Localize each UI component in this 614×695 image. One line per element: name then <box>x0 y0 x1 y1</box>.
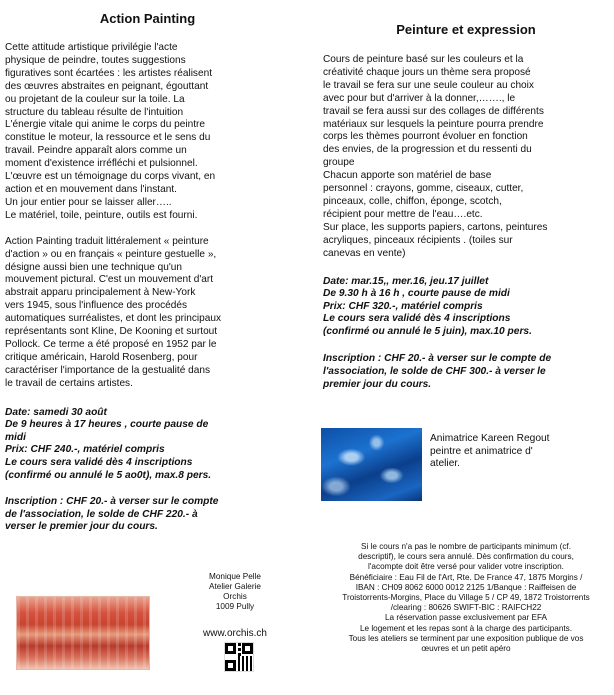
text-line: ou projetant de la couleur sur la toile. La <box>5 93 185 105</box>
contact-line: 1009 Pully <box>215 602 255 611</box>
detail-line: midi <box>5 431 26 443</box>
text-line: Un jour entier pour se laisser aller….. <box>5 196 172 208</box>
text-line: automatiques surréalistes, et dont les principaux <box>5 313 222 325</box>
text-line: récipient pour mettre de l'eau….etc. <box>323 208 483 220</box>
text-line: critique américain, Harold Rosenberg, pour <box>5 351 198 363</box>
action-painting-history <box>0 236 295 391</box>
text-line: pinceaux, colle, chiffon, éponge, scotch, <box>323 195 502 207</box>
text-line: caractériser l'importance de la gestualité dans <box>5 364 211 376</box>
text-line: des envies, de la progression et du ressenti du <box>323 144 532 156</box>
inscription-line: verser le premier jour du cours. <box>5 521 158 533</box>
text-line: L'œuvre est un témoignage du corps vivant, en <box>5 171 216 183</box>
detail-line: Le cours sera validé dès 4 inscriptions <box>323 313 511 325</box>
peinture-expression-title: Peinture et expression <box>396 22 536 37</box>
text-line: moment d'existence irréfléchi et pulsionnel. <box>5 158 198 170</box>
text-line: représentants sont Kline, De Kooning et surtout <box>5 326 218 338</box>
fine-print-line: œuvres et un petit apéro <box>421 644 511 654</box>
detail-line: De 9.30 h à 16 h , courte pause de midi <box>323 288 510 300</box>
fine-print-line: l'acompte doit être versé pour valider votre inscription. <box>368 562 564 572</box>
contact-line: Monique Pelle <box>209 572 261 581</box>
detail-line: (confirmé ou annulé le 5 juin), max.10 pers. <box>323 325 532 337</box>
detail-line: Date: samedi 30 août <box>5 406 107 418</box>
contact-line: Atelier Galerie <box>209 582 261 591</box>
fine-print-line: Tous les ateliers se terminent par une exposition publique de vos <box>348 633 584 643</box>
peinture-expression-details <box>318 276 614 339</box>
qr-code-icon <box>224 642 254 672</box>
animatrice-line: Animatrice Kareen Regout <box>430 433 550 444</box>
animatrice-line: peintre et animatrice d' <box>430 445 533 457</box>
text-line: abstrait apparu principalement à New-York <box>5 287 196 299</box>
action-painting-details <box>0 407 295 483</box>
text-line: Sur place, les supports papiers, cartons, peintures <box>323 221 548 233</box>
text-line: créativité chaque jours un thème sera proposé <box>323 66 531 78</box>
animatrice-credit <box>430 433 549 471</box>
peinture-expression-column <box>318 0 614 391</box>
fine-print-line: /clearing : 80626 SWIFT-BIC : RAIFCH22 <box>390 603 542 613</box>
action-painting-column <box>0 0 295 534</box>
gallery-contact <box>190 572 280 612</box>
text-line: matériaux sur lesquels la peinture pourra prendre <box>323 118 544 130</box>
fine-print-line: Si le cours n'a pas le nombre de participants minimum (cf. <box>361 542 571 551</box>
terms-fine-print <box>318 542 614 654</box>
text-line: d'action » ou en français « peinture gestuelle », <box>5 248 217 260</box>
detail-line: (confirmé ou annulé le 5 ao0t), max.8 pers. <box>5 469 212 481</box>
red-painting-image <box>16 596 150 670</box>
action-painting-description <box>0 42 295 223</box>
text-line: acryliques, pinceaux récipients . (toiles sur <box>323 234 513 246</box>
text-line: groupe <box>323 157 355 169</box>
fine-print-line: La réservation passe exclusivement par EFA <box>384 613 547 623</box>
text-line: le travail de certains artistes. <box>5 377 133 389</box>
inscription-line: de l'association, le solde de CHF 220.- à <box>5 508 198 520</box>
detail-line: Date: mar.15,, mer.16, jeu.17 juillet <box>323 275 489 287</box>
fine-print-line: Le logement et les repas sont à la charge des participants. <box>359 623 573 633</box>
text-line: désigne aussi bien une technique qu'un <box>5 261 183 273</box>
text-line: Cette attitude artistique privilégie l'acte <box>5 42 178 53</box>
text-line: mouvement pictural. C'est un mouvement d'art <box>5 274 214 286</box>
text-line: Pollock. Ce terme a été proposé en 1952 par le <box>5 338 217 350</box>
detail-line: Prix: CHF 240.-, matériel compris <box>5 444 165 456</box>
text-line: avec pour but d'arriver à la donner,……., le <box>323 92 516 104</box>
text-line: personnel : crayons, gomme, ciseaux, cutter, <box>323 183 524 195</box>
inscription-line: premier jour du cours. <box>323 378 432 390</box>
text-line: structure du tableau résulte de l'intuition <box>5 106 184 118</box>
fine-print-line: Bénéficiaire : Eau Fil de l'Art, Rte. De France 47, 1875 Morgins / <box>349 572 583 582</box>
fine-print-line: descriptif), le cours sera annulé. Dès confirmation du cours, <box>358 552 574 562</box>
fine-print-line: Troistorrents-Morgins, Place du Village 5 / CP 49, 1872 Troistorrents <box>342 593 590 603</box>
action-painting-title: Action Painting <box>99 11 196 26</box>
fine-print-line: IBAN : CH09 8062 6000 0012 2125 1/Banque : Raiffeisen de <box>355 582 577 592</box>
website-link[interactable]: www.orchis.ch <box>203 628 267 639</box>
text-line: canevas en vente) <box>323 247 406 259</box>
inscription-line: Inscription : CHF 20.- à verser sur le compte de <box>323 353 552 365</box>
animatrice-line: atelier. <box>430 458 461 470</box>
text-line: travail. Peindre apparaît alors comme un <box>5 145 187 157</box>
peinture-expression-description <box>318 54 614 261</box>
text-line: le travail se fera sur une seule couleur au choix <box>323 79 534 91</box>
peinture-expression-inscription <box>318 353 614 391</box>
blue-painting-image <box>321 428 422 501</box>
inscription-line: l'association, le solde de CHF 300.- à verser le <box>323 366 546 378</box>
inscription-line: Inscription : CHF 20.- à verser sur le compte <box>5 496 219 508</box>
contact-line: Orchis <box>223 592 247 601</box>
text-line: travail se fera aussi sur des collages de différents <box>323 105 544 117</box>
action-painting-inscription <box>0 496 295 534</box>
text-line: vers 1945, sous l'influence des procédés <box>5 300 188 312</box>
text-line: corps les thèmes pourront évoluer en fonction <box>323 131 528 143</box>
detail-line: De 9 heures à 17 heures , courte pause de <box>5 419 209 431</box>
text-line: L'énergie vitale qui anime le corps du peintre <box>5 119 205 131</box>
text-line: action et en mouvement dans l'instant. <box>5 183 177 195</box>
text-line: des œuvres abstraites en peignant, égouttant <box>5 80 209 92</box>
text-line: figuratives sont écartées : les artistes réalisent <box>5 67 213 79</box>
text-line: Cours de peinture basé sur les couleurs et la <box>323 54 524 65</box>
detail-line: Le cours sera validé dès 4 inscriptions <box>5 456 193 468</box>
text-line: physique de peindre, toutes suggestions <box>5 54 186 66</box>
text-line: Action Painting traduit littéralement « peinture <box>5 235 209 247</box>
text-line: constitue le moteur, la ressource et le sens du <box>5 132 211 144</box>
text-line: Le matériel, toile, peinture, outils est fourni. <box>5 209 198 221</box>
text-line: Chacun apporte son matériel de base <box>323 170 492 182</box>
detail-line: Prix: CHF 320.-, matériel compris <box>323 300 483 312</box>
